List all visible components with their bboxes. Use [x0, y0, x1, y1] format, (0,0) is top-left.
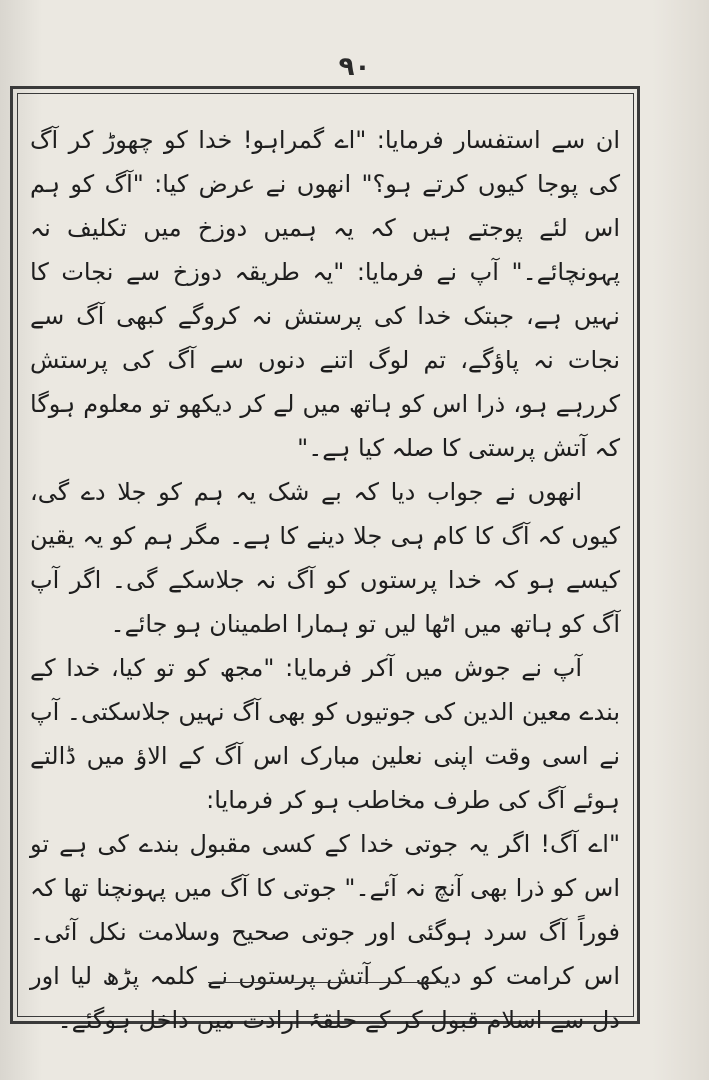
- paragraph-1: ان سے استفسار فرمایا: "اے گمراہو! خدا کو چھوڑ کر آگ کی پوجا کیوں کرتے ہو؟" انھوں نے عرض کیا: "آگ کو ہم اس لئے پوجتے ہیں کہ یہ ہمیں دوزخ میں تکلیف نہ پہونچائے۔" آپ نے فرمایا: "یہ طریقہ دوزخ سے نجات کا نہیں ہے، جبتک خدا کی پرستش نہ کروگے کبھی آگ سے نجات نہ پاؤگے، تم لوگ اتنے دنوں سے آگ کی پرستش کررہے ہو، ذرا اس کو ہاتھ میں لے کر دیکھو تو معلوم ہوگا کہ آتش پرستی کا صلہ کیا ہے۔": [30, 126, 620, 462]
- paragraph-3: آپ نے جوش میں آکر فرمایا: "مجھ کو تو کیا، خدا کے بندے معین الدین کی جوتیوں کو بھی آگ نہیں جلاسکتی۔ آپ نے اسی وقت اپنی نعلین مبارک اس آگ کے الاؤ میں ڈالتے ہوئے آگ کی طرف مخاطب ہو کر فرمایا:: [29, 654, 620, 814]
- paragraph-2: انھوں نے جواب دیا کہ بے شک یہ ہم کو جلا دے گی، کیوں کہ آگ کا کام ہی جلا دینے کا ہے۔ مگر ہم کو یہ یقین کیسے ہو کہ خدا پرستوں کو آگ نہ جلاسکے گی۔ اگر آپ آگ کو ہاتھ میں اٹھا لیں تو ہمارا اطمینان ہو جائے۔: [30, 478, 620, 638]
- paragraph-4: "اے آگ! اگر یہ جوتی خدا کے کسی مقبول بندے کی ہے تو اس کو ذرا بھی آنچ نہ آئے۔" جوتی کا آگ میں پہونچنا تھا کہ فوراً آگ سرد ہوگئی اور جوتی صحیح وسلامت نکل آئی۔ اس کرامت کو دیکھ کر آتش پرستوں نے کلمہ پڑھ لیا اور دل سے اسلام قبول کر کے حلقۂ ارادت میں داخل ہوگئے۔: [30, 830, 620, 1034]
- text-body: [29, 118, 620, 1034]
- end-rule: [208, 982, 448, 983]
- page-number: ٩٠: [338, 52, 371, 82]
